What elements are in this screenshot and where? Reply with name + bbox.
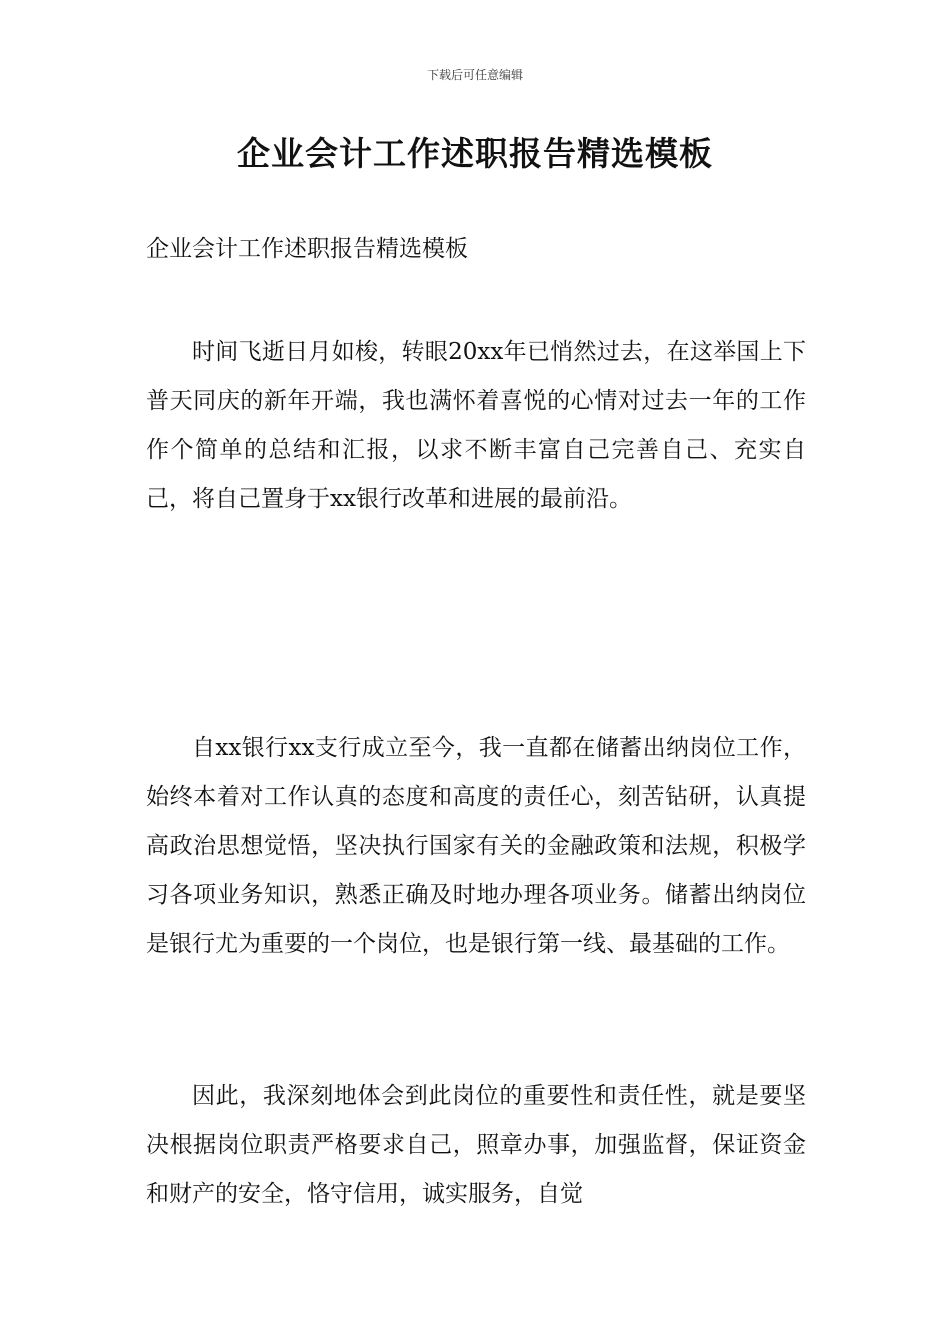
paragraph: 自xx银行xx支行成立至今，我一直都在储蓄出纳岗位工作，始终本着对工作认真的态度和高度的责任心，刻苦钻研，认真提高政治思想觉悟，坚决执行国家有关的金融政策和法规，积极学习各项业务知识，熟悉正确及时地办理各项业务。储蓄出纳岗位是银行尤为重要的一个岗位，也是银行第一线、最基础的工作。: [146, 735, 806, 957]
header-note: 下载后可任意编辑: [426, 68, 523, 82]
paragraph: 时间飞逝日月如梭，转眼20xx年已悄然过去，在这举国上下普天同庆的新年开端，我也满怀着喜悦的心情对过去一年的工作作个简单的总结和汇报，以求不断丰富自己完善自己、充实自己，将自己置身于xx银行改革和进展的最前沿。: [146, 339, 806, 512]
document-subtitle: 企业会计工作述职报告精选模板: [146, 236, 468, 262]
paragraph: 因此，我深刻地体会到此岗位的重要性和责任性，就是要坚决根据岗位职责严格要求自己，照章办事，加强监督，保证资金和财产的安全，恪守信用，诚实服务，自觉: [146, 1083, 806, 1207]
document-title: 企业会计工作述职报告精选模板: [237, 134, 713, 173]
